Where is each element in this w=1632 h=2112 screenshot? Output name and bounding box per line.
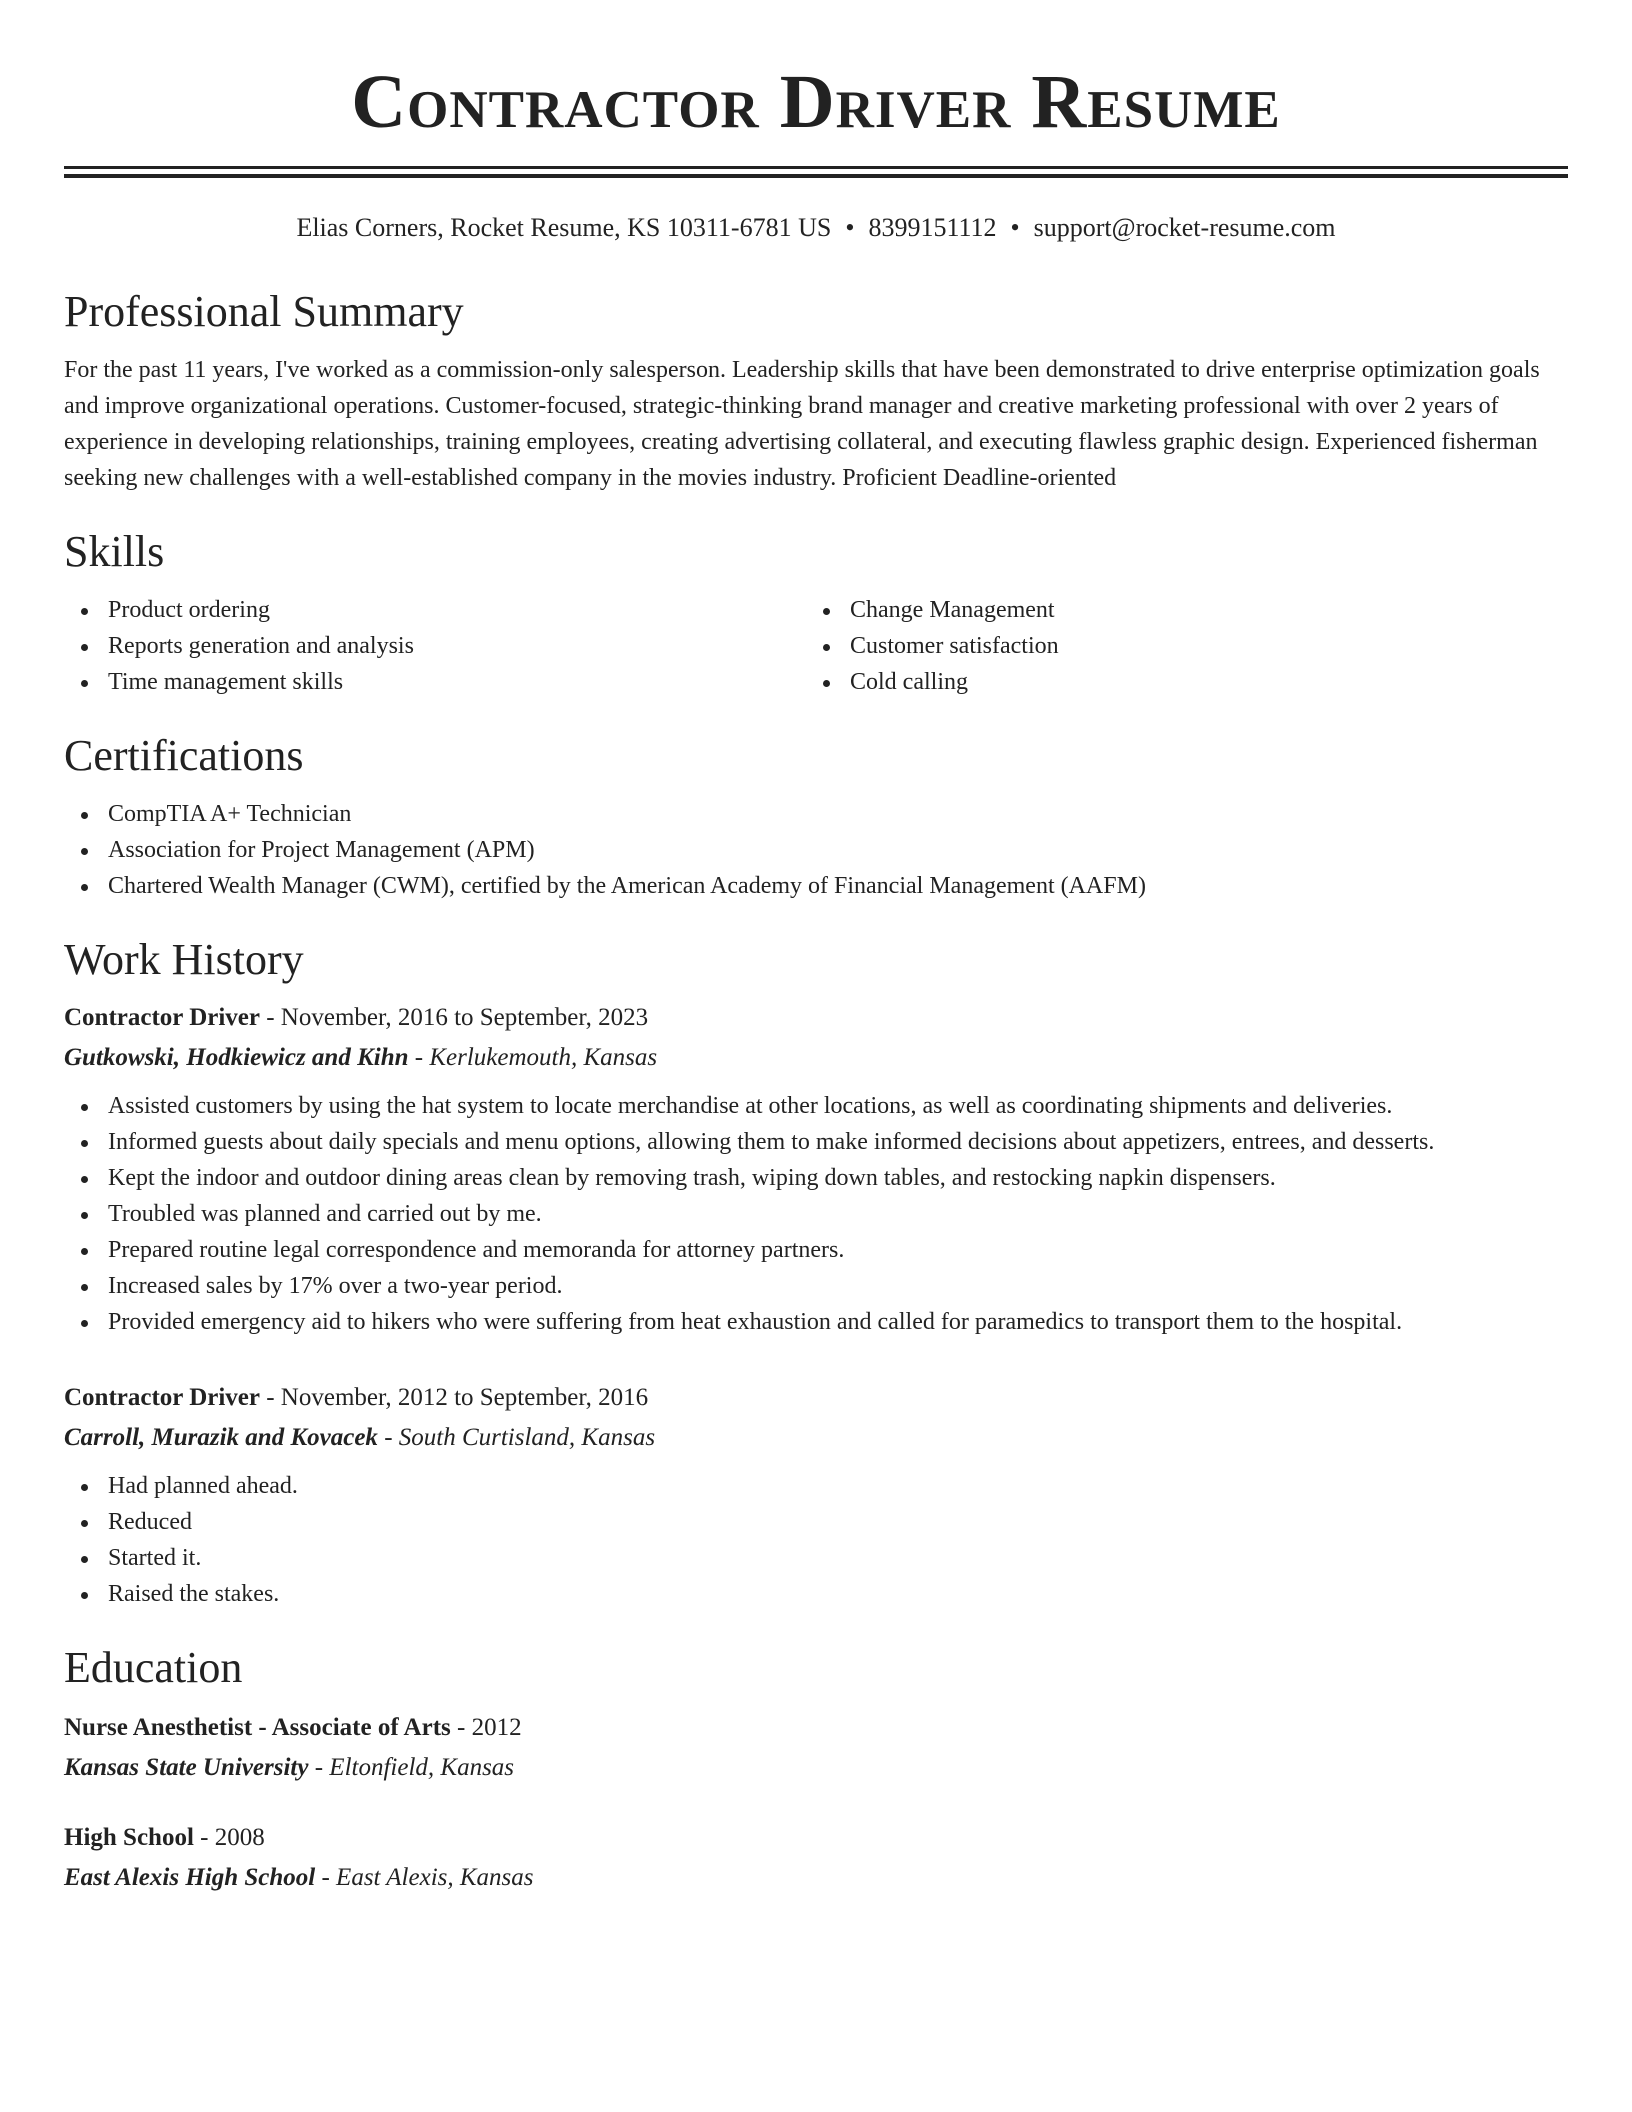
title-rule-top — [64, 166, 1568, 169]
contact-separator: • — [845, 213, 855, 242]
skills-list-left — [64, 592, 806, 700]
degree-year: - 2008 — [193, 1824, 265, 1851]
school-line — [64, 1858, 1568, 1898]
skills-heading: Skills — [64, 527, 165, 576]
employer-location: - Kerlukemouth, Kansas — [408, 1044, 658, 1071]
job-bullets — [64, 1468, 1568, 1612]
job-bullet: Assisted customers by using the hat system to locate merchandise at other locations, as well as coordinating shipments and deliveries. — [64, 1088, 1568, 1124]
school-name: Kansas State University — [64, 1754, 309, 1781]
job-entry — [64, 998, 1568, 1340]
certification-item: Association for Project Management (APM) — [64, 832, 1568, 868]
skill-item: Customer satisfaction — [806, 628, 1548, 664]
school-line — [64, 1748, 1568, 1788]
skill-item: Product ordering — [64, 592, 806, 628]
job-bullet: Raised the stakes. — [64, 1576, 1568, 1612]
work-history-heading: Work History — [64, 935, 304, 984]
job-title: Contractor Driver — [64, 1004, 260, 1031]
job-bullet: Prepared routine legal correspondence and memoranda for attorney partners. — [64, 1232, 1568, 1268]
employer-location: - South Curtisland, Kansas — [377, 1424, 656, 1451]
job-bullet: Kept the indoor and outdoor dining areas clean by removing trash, wiping down tables, and restocking napkin dispensers. — [64, 1160, 1568, 1196]
employer-line — [64, 1418, 1568, 1458]
school-location: - East Alexis, Kansas — [315, 1864, 534, 1891]
employer-line — [64, 1038, 1568, 1078]
employer-name: Gutkowski, Hodkiewicz and Kihn — [64, 1044, 409, 1071]
skills-columns — [64, 592, 1568, 700]
job-bullets — [64, 1088, 1568, 1340]
certification-item: Chartered Wealth Manager (CWM), certified by the American Academy of Financial Management (AAFM) — [64, 868, 1568, 904]
education-heading: Education — [64, 1643, 243, 1692]
job-bullet: Provided emergency aid to hikers who were suffering from heat exhaustion and called for paramedics to transport them to the hospital. — [64, 1304, 1568, 1340]
employer-name: Carroll, Murazik and Kovacek — [64, 1424, 378, 1451]
job-bullet: Had planned ahead. — [64, 1468, 1568, 1504]
degree-line — [64, 1818, 1568, 1858]
job-title-line — [64, 1378, 1568, 1418]
contact-line — [64, 212, 1568, 244]
contact-email: support@rocket-resume.com — [1033, 213, 1336, 242]
contact-phone: 8399151112 — [868, 213, 997, 242]
school-name: East Alexis High School — [64, 1864, 316, 1891]
job-bullet: Reduced — [64, 1504, 1568, 1540]
education-entry — [64, 1818, 1568, 1898]
education-entry — [64, 1708, 1568, 1788]
degree-line — [64, 1708, 1568, 1748]
job-dates: - November, 2012 to September, 2016 — [259, 1384, 649, 1411]
degree-name: Nurse Anesthetist - Associate of Arts — [64, 1714, 451, 1741]
title-rule-bottom — [64, 174, 1568, 178]
degree-name: High School — [64, 1824, 194, 1851]
job-bullet: Troubled was planned and carried out by me. — [64, 1196, 1568, 1232]
skills-list-right — [806, 592, 1548, 700]
skill-item: Change Management — [806, 592, 1548, 628]
certification-item: CompTIA A+ Technician — [64, 796, 1568, 832]
job-dates: - November, 2016 to September, 2023 — [259, 1004, 649, 1031]
skill-item: Reports generation and analysis — [64, 628, 806, 664]
job-title: Contractor Driver — [64, 1384, 260, 1411]
job-title-line — [64, 998, 1568, 1038]
school-location: - Eltonfield, Kansas — [308, 1754, 515, 1781]
contact-separator: • — [1010, 213, 1020, 242]
job-bullet: Started it. — [64, 1540, 1568, 1576]
page-title: Contractor Driver Resume — [351, 60, 1281, 144]
job-bullet: Increased sales by 17% over a two-year period. — [64, 1268, 1568, 1304]
job-entry — [64, 1378, 1568, 1612]
degree-year: - 2012 — [450, 1714, 522, 1741]
contact-address: Elias Corners, Rocket Resume, KS 10311-6781 US — [296, 213, 832, 242]
summary-text: For the past 11 years, I've worked as a commission-only salesperson. Leadership skills that have been demonstrated to drive enterprise optimization goals and improve organizational operations. Customer-focused, strategic-thinking brand manager and creative marketing professional with over 2 years of experience in developing relationships, training employees, creating advertising collateral, and executing flawless graphic design. Experienced fisherman seeking new challenges with a well-established company in the movies industry. Proficient Deadline-oriented — [64, 357, 1540, 491]
skill-item: Cold calling — [806, 664, 1548, 700]
summary-heading: Professional Summary — [64, 287, 464, 336]
skill-item: Time management skills — [64, 664, 806, 700]
job-bullet: Informed guests about daily specials and menu options, allowing them to make informed decisions about appetizers, entrees, and desserts. — [64, 1124, 1568, 1160]
certifications-heading: Certifications — [64, 731, 304, 780]
certifications-list — [64, 796, 1568, 904]
